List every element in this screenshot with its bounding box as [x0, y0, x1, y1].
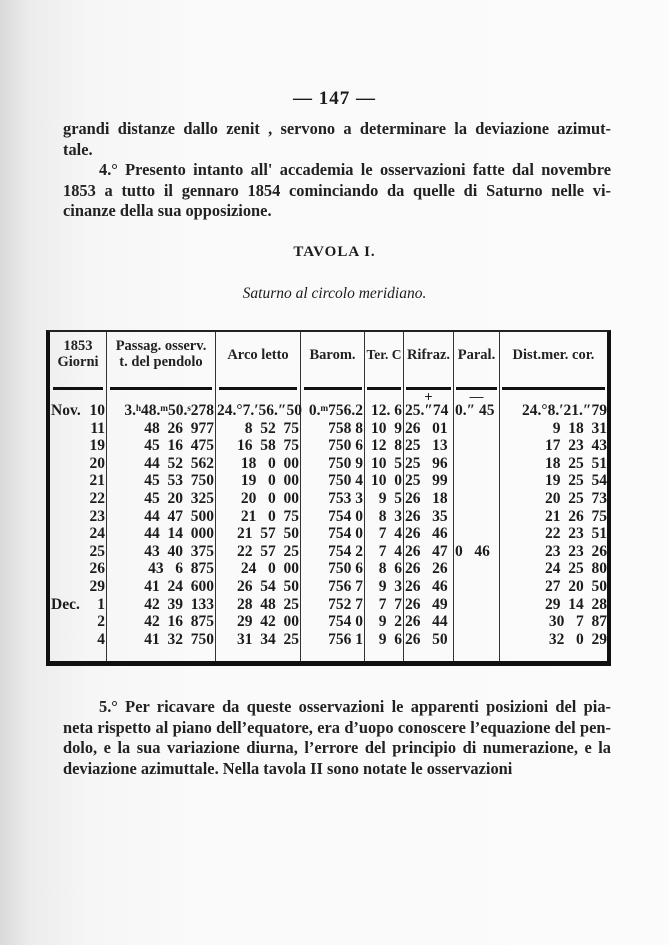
cell-ter: 7 7: [378, 595, 402, 613]
cell-day: 23: [89, 507, 105, 525]
cell-day: 21: [89, 472, 105, 490]
cell-dist: 9 18 31: [552, 419, 607, 437]
cell-passaggio: 41 32 750: [144, 630, 214, 648]
table-subtitle: Saturno al circolo meridiano.: [242, 285, 427, 302]
header-year: 1853: [63, 338, 93, 354]
cell-ter: 12 8: [371, 437, 402, 455]
cell-arco: 16 58 75: [237, 437, 299, 455]
cell-ter: 12. 6: [371, 402, 402, 419]
cell-dist: 22 23 51: [545, 525, 607, 543]
cell-day: 22: [89, 490, 105, 507]
cell-day: 10: [89, 402, 105, 419]
cell-dist: 24 25 80: [545, 560, 607, 578]
cell-passaggio: 43 40 375: [144, 542, 214, 560]
paragraph-1: [63, 119, 611, 160]
cell-barom: 754 0: [328, 507, 363, 525]
table-row: [50, 631, 607, 647]
cell-dist: 32 0 29: [548, 630, 607, 648]
cell-passaggio: 44 47 500: [144, 507, 214, 525]
cell-day: 25: [89, 542, 105, 560]
cell-arco: 19 0 00: [240, 472, 299, 490]
table-row: [50, 578, 607, 594]
cell-dist: 17 23 43: [545, 437, 607, 455]
paragraph-3-line-1: 5.° Per ricavare da queste osservazioni le apparenti posizioni del pia-: [99, 697, 611, 716]
cell-day: 24: [89, 525, 105, 543]
header-rule: [110, 387, 212, 390]
cell-arco: 29 42 00: [237, 613, 299, 631]
cell-barom: 752 7: [328, 595, 363, 613]
cell-day: 20: [89, 454, 105, 472]
header-rule: [502, 387, 605, 390]
paragraph-2-line-1: 4.° Presento intanto all' accademia le osservazioni fatte dal novembre: [99, 160, 611, 179]
cell-paral: 0 46: [455, 542, 490, 560]
cell-barom: 754 0: [328, 525, 363, 543]
paragraph-2-line-2: 1853 a tutto il gennaro 1854 cominciando da quelle di Saturno nelle vi-: [63, 180, 611, 200]
cell-barom: 750 6: [328, 437, 363, 455]
cell-barom: 758 8: [328, 419, 363, 437]
cell-passaggio: 44 14 000: [144, 525, 214, 543]
header-paral: Paral.: [457, 347, 496, 363]
cell-rifraz: 26 46: [405, 578, 448, 595]
cell-day: 19: [89, 437, 105, 455]
header-days: Giorni: [57, 354, 99, 370]
cell-rifraz: 25 96: [405, 454, 448, 472]
header-passaggio-line-2: t. del pendolo: [119, 354, 203, 370]
cell-ter: 8 6: [378, 560, 402, 578]
cell-ter: 9 3: [378, 578, 402, 595]
cell-dist: 24.°8.′21.″79: [522, 402, 607, 419]
cell-passaggio: 43 6 875: [148, 560, 214, 578]
paragraph-3-line-3: dolo, e la sua variazione diurna, l’errore del principio di numerazione, e la: [63, 738, 611, 757]
cell-month: Nov.: [51, 402, 81, 419]
cell-dist: 23 23 26: [545, 542, 607, 560]
cell-rifraz: 26 47: [405, 542, 448, 560]
cell-dist: 18 25 51: [545, 454, 607, 472]
cell-passaggio: 3.ʰ48.ᵐ50.ˢ278: [124, 402, 214, 419]
paral-sign: —: [469, 388, 484, 404]
table-row: [50, 402, 607, 418]
cell-arco: 21 0 75: [240, 507, 299, 525]
cell-barom: 750 9: [328, 454, 363, 472]
cell-passaggio: 45 20 325: [144, 490, 214, 507]
cell-rifraz: 26 44: [405, 613, 448, 631]
cell-ter: 9 2: [378, 613, 402, 631]
cell-day: 11: [90, 419, 105, 437]
cell-arco: 22 57 25: [237, 542, 299, 560]
table-title: TAVOLA I.: [293, 244, 376, 260]
cell-rifraz: 26 46: [405, 525, 448, 543]
cell-passaggio: 48 26 977: [144, 419, 214, 437]
cell-ter: 10 0: [371, 472, 402, 490]
header-rifraz: Rifraz.: [406, 347, 451, 363]
cell-ter: 10 5: [371, 454, 402, 472]
table-row: [50, 437, 607, 453]
cell-barom: 756 1: [328, 630, 363, 648]
header-dist: Dist.mer. cor.: [512, 347, 595, 363]
paragraph-3-line-2: neta rispetto al piano dell’equatore, era d’uopo conoscere l’equazione del pen-: [63, 717, 611, 737]
header-rule: [304, 387, 362, 390]
cell-arco: 24.°7.′56.″50: [217, 402, 302, 419]
paragraph-1-line-1: grandi distanze dallo zenit , servono a determinare la deviazione azimut-: [63, 119, 611, 138]
cell-rifraz: 25 99: [405, 472, 448, 490]
cell-barom: 756 7: [328, 578, 363, 595]
table-row: [50, 490, 607, 506]
cell-passaggio: 42 16 875: [144, 613, 214, 631]
rifraz-sign: +: [424, 388, 433, 404]
page-number: — 147 —: [293, 88, 376, 109]
cell-month: Dec.: [51, 595, 80, 613]
cell-day: 2: [97, 613, 105, 631]
cell-rifraz: 26 01: [405, 419, 448, 437]
cell-rifraz: 26 49: [405, 595, 448, 613]
cell-rifraz: 26 50: [405, 630, 448, 648]
table-row: [50, 596, 607, 612]
cell-passaggio: 42 39 133: [144, 595, 214, 613]
cell-rifraz: 25.″74: [405, 402, 449, 419]
header-arco: Arco letto: [227, 347, 289, 363]
cell-ter: 9 6: [378, 630, 402, 648]
cell-arco: 8 52 75: [244, 419, 299, 437]
cell-paral: 0.″ 45: [455, 402, 495, 419]
header-rule: [367, 387, 401, 390]
cell-barom: 754 0: [328, 613, 363, 631]
header-giorni: [50, 338, 106, 370]
cell-rifraz: 26 35: [405, 507, 448, 525]
cell-day: 29: [89, 578, 105, 595]
cell-barom: 0.ᵐ756.2: [308, 402, 363, 419]
cell-ter: 8 3: [378, 507, 402, 525]
cell-barom: 754 2: [328, 542, 363, 560]
cell-ter: 9 5: [378, 490, 402, 507]
cell-ter: 7 4: [378, 525, 402, 543]
cell-arco: 18 0 00: [240, 454, 299, 472]
cell-dist: 19 25 54: [545, 472, 607, 490]
paragraph-3: [63, 697, 611, 779]
cell-arco: 28 48 25: [237, 595, 299, 613]
table-row: [50, 560, 607, 576]
cell-ter: 7 4: [378, 542, 402, 560]
cell-passaggio: 45 53 750: [144, 472, 214, 490]
table-row: [50, 472, 607, 488]
cell-ter: 10 9: [371, 419, 402, 437]
cell-arco: 24 0 00: [240, 560, 299, 578]
paragraph-2: [63, 160, 611, 222]
table-row: [50, 420, 607, 436]
cell-passaggio: 41 24 600: [144, 578, 214, 595]
cell-arco: 21 57 50: [237, 525, 299, 543]
header-barom: Barom.: [309, 347, 356, 363]
cell-arco: 20 0 00: [240, 490, 299, 507]
table-row: [50, 508, 607, 524]
cell-day: 26: [89, 560, 105, 578]
cell-arco: 31 34 25: [237, 630, 299, 648]
cell-dist: 29 14 28: [545, 595, 607, 613]
cell-arco: 26 54 50: [237, 578, 299, 595]
cell-dist: 20 25 73: [545, 490, 607, 507]
header-rule: [219, 387, 297, 390]
cell-dist: 30 7 87: [548, 613, 607, 631]
cell-rifraz: 26 18: [405, 490, 448, 507]
cell-dist: 27 20 50: [545, 578, 607, 595]
observation-table: [46, 330, 611, 666]
cell-barom: 750 4: [328, 472, 363, 490]
cell-rifraz: 25 13: [405, 437, 448, 455]
cell-dist: 21 26 75: [545, 507, 607, 525]
header-rule: [53, 387, 103, 390]
header-ter: Ter. C: [366, 347, 402, 362]
paragraph-3-line-4: deviazione azimuttale. Nella tavola II sono notate le osservazioni: [63, 758, 513, 778]
cell-passaggio: 44 52 562: [144, 454, 214, 472]
table-row: [50, 613, 607, 629]
header-passaggio-line-1: Passag. osserv.: [115, 338, 207, 354]
table-row: [50, 455, 607, 471]
paragraph-2-line-3: cinanze della sua opposizione.: [63, 201, 272, 220]
paragraph-1-line-2: tale.: [63, 139, 93, 159]
header-passaggio: [107, 338, 215, 370]
cell-day: 4: [97, 630, 105, 648]
cell-rifraz: 26 26: [405, 560, 448, 578]
cell-barom: 753 3: [328, 490, 363, 507]
table-row: [50, 525, 607, 541]
cell-day: 1: [97, 595, 105, 613]
table-row: [50, 543, 607, 559]
cell-barom: 750 6: [328, 560, 363, 578]
cell-passaggio: 45 16 475: [144, 437, 214, 455]
